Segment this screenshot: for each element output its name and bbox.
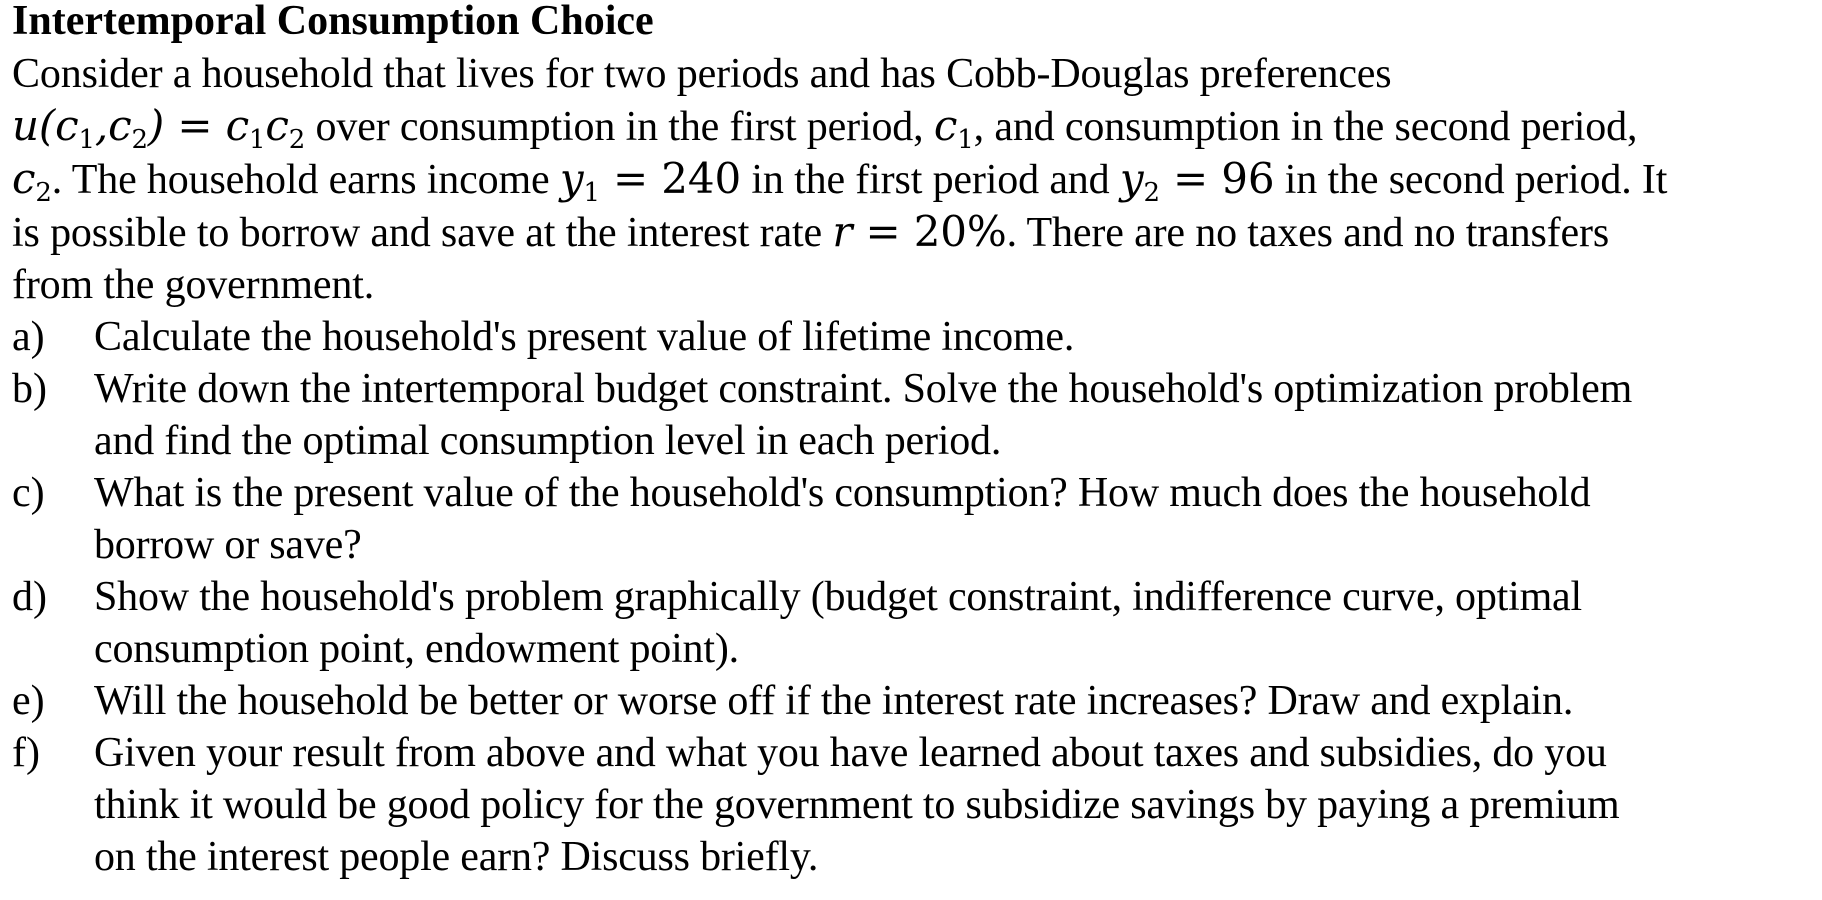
- question-letter: e): [12, 678, 45, 724]
- question-c: [12, 467, 1812, 571]
- question-d: [12, 571, 1812, 675]
- question-text: Write down the intertemporal budget constraint. Solve the household's optimization problem: [94, 366, 1633, 412]
- question-b: [12, 363, 1812, 467]
- problem-intro: [12, 48, 1812, 311]
- intro-line-4: is possible to borrow and save at the interest rate r = 20%. There are no taxes and no transfers: [12, 207, 1610, 256]
- question-text: Will the household be better or worse off if the interest rate increases? Draw and explain.: [94, 678, 1574, 724]
- question-letter: c): [12, 470, 45, 516]
- intro-line-5: from the government.: [12, 262, 375, 308]
- question-text: on the interest people earn? Discuss briefly.: [94, 834, 819, 880]
- question-f: [12, 727, 1812, 883]
- intro-line-2: $u(c_1,c_2) = c_1c_2$ over consumption in the first period, $c_1$, and consumption in the second period,: [12, 101, 1638, 155]
- question-list: [12, 311, 1812, 883]
- question-text: Calculate the household's present value of lifetime income.: [94, 314, 1075, 360]
- question-text: and find the optimal consumption level in each period.: [94, 418, 1002, 464]
- question-text: What is the present value of the household's consumption? How much does the household: [94, 470, 1591, 516]
- y2-equation: $y_2 = 96$: [1119, 154, 1275, 208]
- intro-line-3: $c_2$. The household earns income $y_1 = 240$ in the first period and $y_2 = 96$ in the second period. It: [12, 154, 1668, 208]
- question-a: [12, 311, 1812, 363]
- question-letter: b): [12, 366, 47, 412]
- question-e: [12, 675, 1812, 727]
- problem-document: [12, 0, 1812, 883]
- question-text: consumption point, endowment point).: [94, 626, 739, 672]
- question-text: Given your result from above and what you have learned about taxes and subsidies, do you: [94, 730, 1607, 776]
- intro-line-1: Consider a household that lives for two periods and has Cobb-Douglas preferences: [12, 51, 1392, 97]
- utility-function: $u(c_1,c_2) = c_1c_2$: [12, 101, 306, 155]
- question-letter: a): [12, 314, 45, 360]
- c2-variable: $c_2$: [12, 154, 52, 208]
- interest-rate-equation: r = 20%: [832, 207, 1007, 256]
- question-letter: d): [12, 574, 47, 620]
- question-text: borrow or save?: [94, 522, 362, 568]
- y1-equation: $y_1 = 240$: [559, 154, 742, 208]
- question-text: Show the household's problem graphically (budget constraint, indifference curve, optimal: [94, 574, 1582, 620]
- c1-variable: $c_1$: [933, 101, 974, 155]
- question-text: think it would be good policy for the government to subsidize savings by paying a premium: [94, 782, 1620, 828]
- question-letter: f): [12, 730, 40, 776]
- page-title: Intertemporal Consumption Choice: [12, 0, 654, 44]
